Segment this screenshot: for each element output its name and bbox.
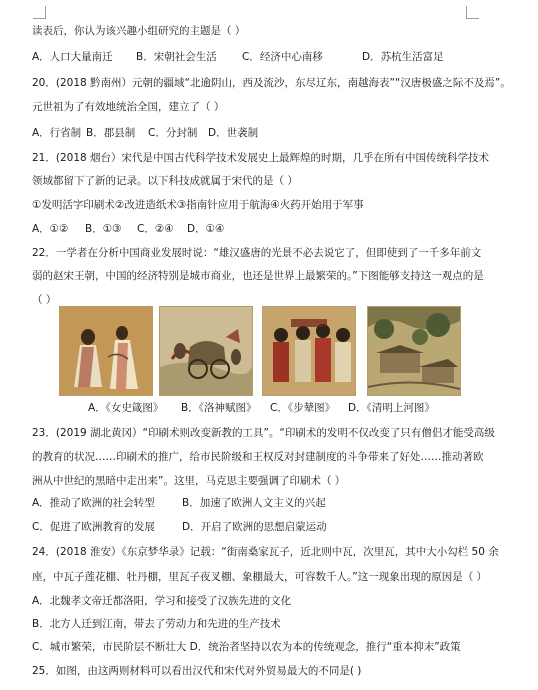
- q22-option-a[interactable]: A．《女史箴图》: [88, 402, 164, 414]
- q19-options: [32, 50, 444, 64]
- crop-mark-top-right: [466, 6, 479, 19]
- q22-stem-line-1: 22．一学者在分析中国商业发展时说：“雄汉盛唐的光景不必去说它了，但即使到了一千多年前文: [32, 247, 482, 259]
- q22-option-c[interactable]: C．《步辇图》: [270, 402, 336, 414]
- q23-option-a[interactable]: A．推动了欧洲的社会转型: [32, 497, 155, 509]
- q25-stem: 25．如图，由这两则材料可以看出汉代和宋代对外贸易最大的不同是( ): [32, 665, 362, 677]
- q23-stem-line-3: 洲从中世纪的黑暗中走出来”。这里，马克思主要强调了印刷术（ ）: [32, 475, 346, 487]
- q21-option-d[interactable]: D．①④: [187, 223, 225, 235]
- q19-option-d[interactable]: D．苏杭生活富足: [362, 51, 444, 63]
- q21-stem-line-2: 领域都留下了新的记录。以下科技成就属于宋代的是（ ）: [32, 175, 298, 187]
- painting-bunian-tu-image[interactable]: [262, 306, 356, 396]
- crop-mark-top-left: [33, 6, 46, 19]
- q19-stem-tail: 读表后，你认为该兴趣小组研究的主题是（ ）: [32, 25, 246, 37]
- q23-option-b[interactable]: B．加速了欧洲人文主义的兴起: [182, 497, 326, 509]
- q23-option-c[interactable]: C．促进了欧洲教育的发展: [32, 521, 155, 533]
- q24-option-a[interactable]: A．北魏孝文帝迁都洛阳，学习和接受了汉族先进的文化: [32, 595, 292, 607]
- q21-option-b[interactable]: B．①③: [85, 223, 122, 235]
- q22-option-d[interactable]: D．《清明上河图》: [348, 402, 435, 414]
- q20-option-d[interactable]: D．世袭制: [208, 127, 259, 139]
- q21-option-a[interactable]: A．①②: [32, 223, 69, 235]
- q23-options-row-1: [32, 496, 326, 510]
- q22-option-b[interactable]: B．《洛神赋图》: [181, 402, 257, 414]
- q23-stem-line-1: 23．(2019 湖北黄冈）“印刷术则改变新教的工具”。“印刷术的发明不仅改变了只有僧侣才能受高级: [32, 427, 495, 439]
- q22-options: [88, 401, 435, 415]
- q20-stem-line-1: 20．(2018 黔南州）元朝的疆域“北逾阴山，西及流沙，东尽辽东，南越海表”“汉唐极盛之际不及焉”。: [32, 77, 511, 89]
- painting-luoshen-fu-image[interactable]: [159, 306, 253, 396]
- q22-stem-line-2: 弱的赵宋王朝，中国的经济特别是城市商业，也还是世界上最繁荣的。”下图能够支持这一观点的是: [32, 270, 484, 282]
- q20-option-c[interactable]: C．分封制: [148, 127, 198, 139]
- q23-option-d[interactable]: D．开启了欧洲的思想启蒙运动: [182, 521, 327, 533]
- q19-option-a[interactable]: A．人口大量南迁: [32, 51, 113, 63]
- q24-option-b[interactable]: B．北方人迁到江南，带去了劳动力和先进的生产技术: [32, 618, 281, 630]
- q21-stem-line-1: 21．(2018 烟台）宋代是中国古代科学技术发展史上最辉煌的时期，几乎在所有中国传统科学技术: [32, 152, 490, 164]
- q21-options: [32, 222, 224, 236]
- q21-option-c[interactable]: C．②④: [137, 223, 174, 235]
- q21-statements: ①发明活字印刷术②改进造纸术③指南针应用于航海④火药开始用于军事: [32, 199, 364, 211]
- q20-stem-line-2: 元世祖为了有效地统治全国，建立了（ ）: [32, 101, 225, 113]
- q22-stem-line-3: （ ）: [32, 294, 57, 306]
- q24-stem-line-1: 24．(2018 淮安）《东京梦华录》记载：“街南桑家瓦子，近北则中瓦，次里瓦，其中大小勾栏 50 余: [32, 546, 499, 558]
- q23-options-row-2: [32, 520, 327, 534]
- q23-stem-line-2: 的教育的状况……印刷术的推广，给市民阶级和王权反对封建制度的斗争带来了好处……推动著欧: [32, 451, 484, 463]
- q24-stem-line-2: 座，中瓦子莲花棚、牡丹棚，里瓦子夜叉棚、象棚最大，可容数千人。”这一现象出现的原因是（ ）: [32, 571, 488, 583]
- q24-option-c-d[interactable]: C．城市繁荣，市民阶层不断壮大 D．统治者坚持以农为本的传统观念，推行“重本抑末”政策: [32, 641, 461, 653]
- painting-nushi-zhen-image[interactable]: [59, 306, 153, 396]
- painting-qingming-shanghe-image[interactable]: [367, 306, 461, 396]
- q20-option-b[interactable]: B．郡县制: [86, 127, 136, 139]
- q20-options: [32, 126, 258, 140]
- q19-option-b[interactable]: B．宋朝社会生活: [136, 51, 217, 63]
- q20-option-a[interactable]: A．行省制: [32, 127, 82, 139]
- q19-option-c[interactable]: C．经济中心南移: [242, 51, 323, 63]
